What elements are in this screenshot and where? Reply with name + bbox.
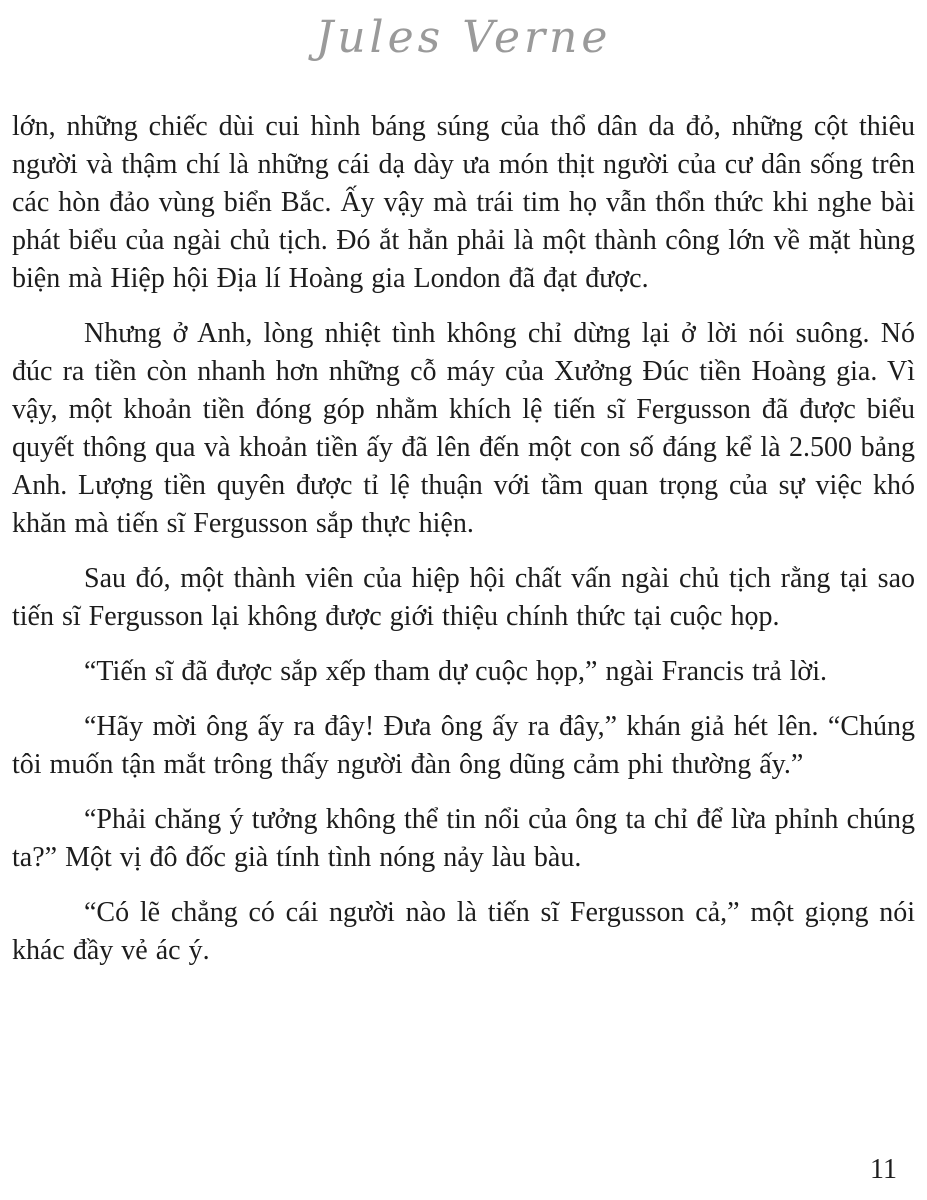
paragraph: Nhưng ở Anh, lòng nhiệt tình không chỉ dừng lại ở lời nói suông. Nó đúc ra tiền còn nhanh hơn những cỗ máy của Xưởng Đúc tiền Hoàng gia. Vì vậy, một khoản tiền đóng góp nhằm khích lệ tiến sĩ Fergusson đã được biểu quyết thông qua và khoản tiền ấy đã lên đến một con số đáng kể là 2.500 bảng Anh. Lượng tiền quyên được tỉ lệ thuận với tầm quan trọng của sự việc khó khăn mà tiến sĩ Fergusson sắp thực hiện.: [12, 318, 915, 540]
page-number: 11: [870, 1154, 897, 1185]
body-text: [12, 108, 915, 970]
paragraph: “Có lẽ chẳng có cái người nào là tiến sĩ Fergusson cả,” một giọng nói khác đầy vẻ ác ý.: [12, 897, 915, 967]
paragraph: “Phải chăng ý tưởng không thể tin nổi của ông ta chỉ để lừa phỉnh chúng ta?” Một vị đô đốc già tính tình nóng nảy làu bàu.: [12, 804, 915, 874]
paragraph: “Hãy mời ông ấy ra đây! Đưa ông ấy ra đây,” khán giả hét lên. “Chúng tôi muốn tận mắt trông thấy người đàn ông dũng cảm phi thường ấy.”: [12, 711, 915, 781]
paragraph: Sau đó, một thành viên của hiệp hội chất vấn ngài chủ tịch rằng tại sao tiến sĩ Fergusson lại không được giới thiệu chính thức tại cuộc họp.: [12, 563, 915, 633]
paragraph: “Tiến sĩ đã được sắp xếp tham dự cuộc họp,” ngài Francis trả lời.: [84, 656, 827, 688]
paragraph: lớn, những chiếc dùi cui hình báng súng của thổ dân da đỏ, những cột thiêu người và thậm chí là những cái dạ dày ưa món thịt người của cư dân sống trên các hòn đảo vùng biển Bắc. Ấy vậy mà trái tim họ vẫn thổn thức khi nghe bài phát biểu của ngài chủ tịch. Đó ắt hẳn phải là một thành công lớn về mặt hùng biện mà Hiệp hội Địa lí Hoàng gia London đã đạt được.: [12, 111, 915, 295]
running-header-author: Jules Verne: [315, 12, 612, 63]
